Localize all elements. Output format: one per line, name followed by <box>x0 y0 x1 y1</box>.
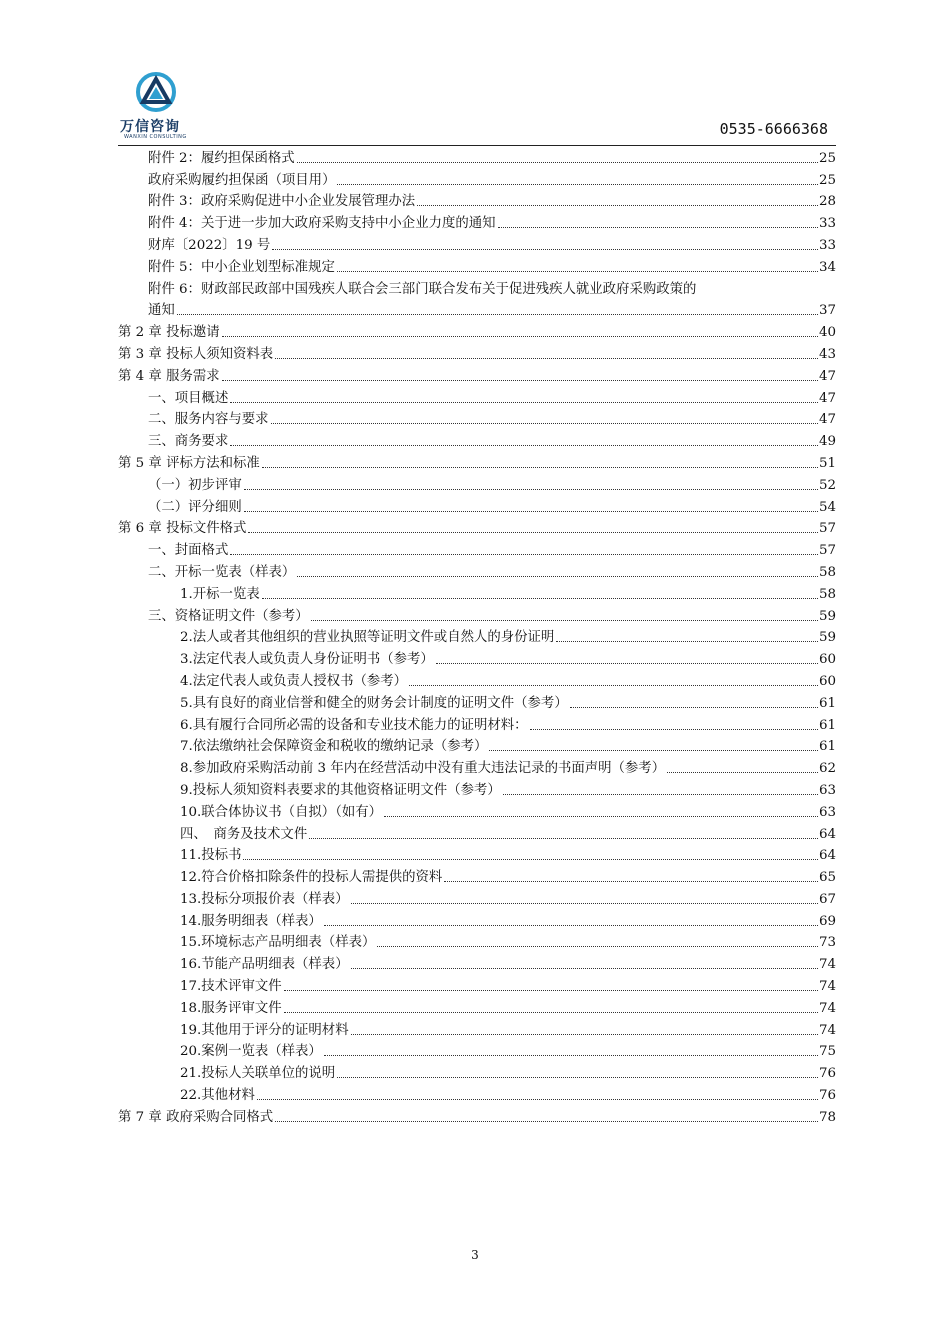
toc-entry-title: 三、商务要求 <box>148 434 229 450</box>
toc-entry-page: 64 <box>818 848 836 864</box>
dot-leader <box>230 554 818 555</box>
dot-leader <box>667 772 818 773</box>
toc-entry-page: 74 <box>818 979 836 995</box>
dot-leader <box>377 946 818 947</box>
toc-entry-title: 14.服务明细表（样表） <box>180 913 322 929</box>
dot-leader <box>262 598 818 599</box>
toc-entry-wrapped-line[interactable]: 附件 6：财政部民政部中国残疾人联合会三部门联合发布关于促进残疾人就业政府采购政策的 <box>148 281 697 297</box>
toc-entry-title: 15.环境标志产品明细表（样表） <box>180 935 376 951</box>
toc-entry[interactable] <box>118 821 836 843</box>
dot-leader <box>324 925 818 926</box>
toc-entry[interactable] <box>118 734 836 756</box>
dot-leader <box>351 968 818 969</box>
company-logo <box>118 66 198 140</box>
toc-entry-page: 61 <box>818 739 836 755</box>
toc-entry[interactable] <box>118 385 836 407</box>
dot-leader <box>556 641 818 642</box>
toc-entry[interactable] <box>118 581 836 603</box>
toc-entry[interactable] <box>118 973 836 995</box>
toc-entry-page: 57 <box>818 521 836 537</box>
dot-leader <box>248 532 818 533</box>
toc-entry-page: 59 <box>818 630 836 646</box>
triangle-logo-icon <box>136 72 176 112</box>
toc-entry-title: 16.节能产品明细表（样表） <box>180 957 349 973</box>
toc-entry[interactable] <box>118 646 836 668</box>
toc-entry[interactable] <box>118 777 836 799</box>
toc-entry[interactable] <box>118 864 836 886</box>
dot-leader <box>272 249 818 250</box>
toc-entry-page: 54 <box>818 499 836 515</box>
toc-entry[interactable] <box>118 799 836 821</box>
toc-entry[interactable] <box>118 472 836 494</box>
dot-leader <box>337 1077 818 1078</box>
toc-entry[interactable] <box>118 516 836 538</box>
toc-entry-title: 8.参加政府采购活动前 3 年内在经营活动中没有重大违法记录的书面声明（参考） <box>180 761 666 777</box>
toc-entry-page: 73 <box>818 935 836 951</box>
dot-leader <box>243 859 817 860</box>
toc-entry-page: 61 <box>818 695 836 711</box>
dot-leader <box>498 227 818 228</box>
toc-entry-title: 21.投标人关联单位的说明 <box>180 1066 336 1082</box>
toc-entry-page: 67 <box>818 891 836 907</box>
toc-entry[interactable] <box>118 690 836 712</box>
toc-entry-title: 第 6 章 投标文件格式 <box>118 521 247 537</box>
toc-entry-title: 一、项目概述 <box>148 390 229 406</box>
toc-entry-page: 60 <box>818 652 836 668</box>
toc-entry-title: 三、资格证明文件（参考） <box>148 608 309 624</box>
toc-entry-title: 附件 3：政府采购促进中小企业发展管理办法 <box>148 194 416 210</box>
toc-entry-title: 7.依法缴纳社会保障资金和税收的缴纳记录（参考） <box>180 739 488 755</box>
toc-entry-page: 59 <box>818 608 836 624</box>
dot-leader <box>417 205 818 206</box>
toc-entry-title: 5.具有良好的商业信誉和健全的财务会计制度的证明文件（参考） <box>180 695 568 711</box>
toc-entry-title: 1.开标一览表 <box>180 586 260 602</box>
toc-entry-title: 财库〔2022〕19 号 <box>148 237 271 253</box>
toc-entry-title: 第 5 章 评标方法和标准 <box>118 455 260 471</box>
toc-entry-page: 74 <box>818 1022 836 1038</box>
dot-leader <box>262 467 818 468</box>
dot-leader <box>297 162 818 163</box>
toc-entry-title: 政府采购履约担保函（项目用） <box>148 172 336 188</box>
toc-entry[interactable] <box>118 1104 836 1126</box>
dot-leader <box>311 620 818 621</box>
dot-leader <box>351 903 818 904</box>
toc-entry[interactable] <box>118 668 836 690</box>
toc-entry[interactable] <box>118 886 836 908</box>
dot-leader <box>257 1099 818 1100</box>
toc-entry[interactable] <box>118 232 836 254</box>
toc-entry[interactable] <box>118 908 836 930</box>
toc-entry[interactable] <box>118 603 836 625</box>
toc-entry-title: 通知 <box>148 303 175 319</box>
toc-entry-page: 78 <box>818 1109 836 1125</box>
toc-entry[interactable] <box>118 450 836 472</box>
toc-entry-title: 11.投标书 <box>180 848 242 864</box>
toc-entry-title: 20.案例一览表（样表） <box>180 1044 322 1060</box>
toc-entry-title: 4.法定代表人或负责人授权书（参考） <box>180 673 408 689</box>
toc-entry-page: 49 <box>818 434 836 450</box>
dot-leader <box>409 685 818 686</box>
toc-entry-page: 69 <box>818 913 836 929</box>
toc-entry[interactable] <box>118 145 836 167</box>
toc-entry-title: 18.服务评审文件 <box>180 1000 282 1016</box>
toc-entry-title: 二、服务内容与要求 <box>148 412 269 428</box>
toc-entry-page: 58 <box>818 586 836 602</box>
dot-leader <box>271 423 818 424</box>
toc-entry-page: 74 <box>818 1000 836 1016</box>
toc-entry-page: 76 <box>818 1088 836 1104</box>
toc-entry-page: 61 <box>818 717 836 733</box>
toc-entry-title: 3.法定代表人或负责人身份证明书（参考） <box>180 652 434 668</box>
dot-leader <box>230 402 818 403</box>
page-number: 3 <box>471 1248 479 1262</box>
dot-leader <box>444 881 818 882</box>
toc-entry[interactable] <box>118 559 836 581</box>
toc-entry-title: 四、 商务及技术文件 <box>180 826 308 842</box>
dot-leader <box>222 336 818 337</box>
toc-entry-page: 33 <box>818 216 836 232</box>
dot-leader <box>351 1034 818 1035</box>
toc-entry-title: 13.投标分项报价表（样表） <box>180 891 349 907</box>
dot-leader <box>489 750 818 751</box>
toc-entry-title: 第 3 章 投标人须知资料表 <box>118 346 274 362</box>
toc-entry-page: 65 <box>818 870 836 886</box>
dot-leader <box>284 1012 818 1013</box>
toc-entry-page: 47 <box>818 412 836 428</box>
table-of-contents <box>118 145 836 1126</box>
dot-leader <box>177 314 818 315</box>
toc-entry-page: 75 <box>818 1044 836 1060</box>
toc-entry-page: 64 <box>818 826 836 842</box>
toc-entry[interactable] <box>118 363 836 385</box>
toc-entry[interactable] <box>118 995 836 1017</box>
toc-entry[interactable] <box>118 755 836 777</box>
toc-entry[interactable] <box>118 407 836 429</box>
toc-entry[interactable] <box>118 625 836 647</box>
dot-leader <box>244 489 818 490</box>
toc-entry-page: 43 <box>818 346 836 362</box>
dot-leader <box>337 271 818 272</box>
toc-entry-page: 74 <box>818 957 836 973</box>
toc-entry-title: 10.联合体协议书（自拟）（如有） <box>180 804 383 820</box>
dot-leader <box>324 1055 818 1056</box>
toc-entry-page: 58 <box>818 564 836 580</box>
toc-entry-title: 第 2 章 投标邀请 <box>118 325 220 341</box>
toc-entry-page: 62 <box>818 761 836 777</box>
toc-entry[interactable] <box>118 843 836 865</box>
dot-leader <box>503 794 818 795</box>
toc-entry[interactable] <box>118 1060 836 1082</box>
dot-leader <box>570 707 818 708</box>
dot-leader <box>275 1121 818 1122</box>
dot-leader <box>230 445 818 446</box>
toc-entry-title: 第 7 章 政府采购合同格式 <box>118 1109 274 1125</box>
dot-leader <box>436 663 818 664</box>
toc-entry-page: 60 <box>818 673 836 689</box>
toc-entry-page: 37 <box>818 303 836 319</box>
toc-entry-title: 附件 4：关于进一步加大政府采购支持中小企业力度的通知 <box>148 216 496 232</box>
page-header <box>118 66 836 146</box>
toc-entry-page: 63 <box>818 804 836 820</box>
dot-leader <box>222 380 818 381</box>
toc-entry-page: 34 <box>818 259 836 275</box>
toc-entry-title: 附件 2：履约担保函格式 <box>148 150 295 166</box>
toc-entry[interactable] <box>118 494 836 516</box>
toc-entry-page: 40 <box>818 325 836 341</box>
toc-entry-title: 17.技术评审文件 <box>180 979 282 995</box>
toc-entry-page: 47 <box>818 368 836 384</box>
header-phone: 0535-6666368 <box>719 120 828 138</box>
toc-entry-page: 57 <box>818 543 836 559</box>
toc-entry[interactable] <box>118 1017 836 1039</box>
toc-entry-page: 25 <box>818 150 836 166</box>
toc-entry[interactable] <box>118 210 836 232</box>
toc-entry-title: （二）评分细则 <box>148 499 242 515</box>
toc-entry[interactable] <box>118 537 836 559</box>
brand-subtitle: WANXIN CONSULTING <box>124 134 187 140</box>
toc-entry-page: 63 <box>818 782 836 798</box>
toc-entry-title: 22.其他材料 <box>180 1088 255 1104</box>
toc-entry-page: 76 <box>818 1066 836 1082</box>
toc-entry[interactable] <box>118 298 836 320</box>
toc-entry[interactable] <box>118 341 836 363</box>
toc-entry[interactable] <box>118 1039 836 1061</box>
toc-entry[interactable] <box>118 712 836 734</box>
toc-entry-page: 51 <box>818 455 836 471</box>
toc-entry-title: （一）初步评审 <box>148 477 242 493</box>
toc-entry-page: 52 <box>818 477 836 493</box>
toc-entry-title: 2.法人或者其他组织的营业执照等证明文件或自然人的身份证明 <box>180 630 555 646</box>
dot-leader <box>384 816 818 817</box>
dot-leader <box>284 990 818 991</box>
toc-entry-title: 二、开标一览表（样表） <box>148 564 296 580</box>
toc-entry[interactable] <box>118 930 836 952</box>
toc-entry-page: 28 <box>818 194 836 210</box>
toc-entry[interactable] <box>118 428 836 450</box>
toc-entry-page: 47 <box>818 390 836 406</box>
toc-entry-page: 33 <box>818 237 836 253</box>
dot-leader <box>297 576 818 577</box>
toc-entry-title: 一、封面格式 <box>148 543 229 559</box>
toc-entry-title: 9.投标人须知资料表要求的其他资格证明文件（参考） <box>180 782 501 798</box>
toc-entry[interactable] <box>118 1082 836 1104</box>
dot-leader <box>337 184 817 185</box>
toc-entry-title: 12.符合价格扣除条件的投标人需提供的资料 <box>180 870 443 886</box>
toc-entry-title: 附件 5：中小企业划型标准规定 <box>148 259 335 275</box>
brand-name: 万信咨询 <box>120 119 180 135</box>
dot-leader <box>275 358 818 359</box>
toc-entry-title: 6.具有履行合同所必需的设备和专业技术能力的证明材料： <box>180 717 528 733</box>
toc-entry[interactable] <box>118 951 836 973</box>
toc-entry[interactable] <box>118 189 836 211</box>
dot-leader <box>244 511 818 512</box>
dot-leader <box>530 729 818 730</box>
toc-entry[interactable] <box>118 167 836 189</box>
toc-entry[interactable] <box>118 319 836 341</box>
toc-entry[interactable] <box>118 254 836 276</box>
dot-leader <box>309 838 818 839</box>
toc-entry-title: 第 4 章 服务需求 <box>118 368 220 384</box>
toc-entry-page: 25 <box>818 172 836 188</box>
toc-entry-title: 19.其他用于评分的证明材料 <box>180 1022 349 1038</box>
